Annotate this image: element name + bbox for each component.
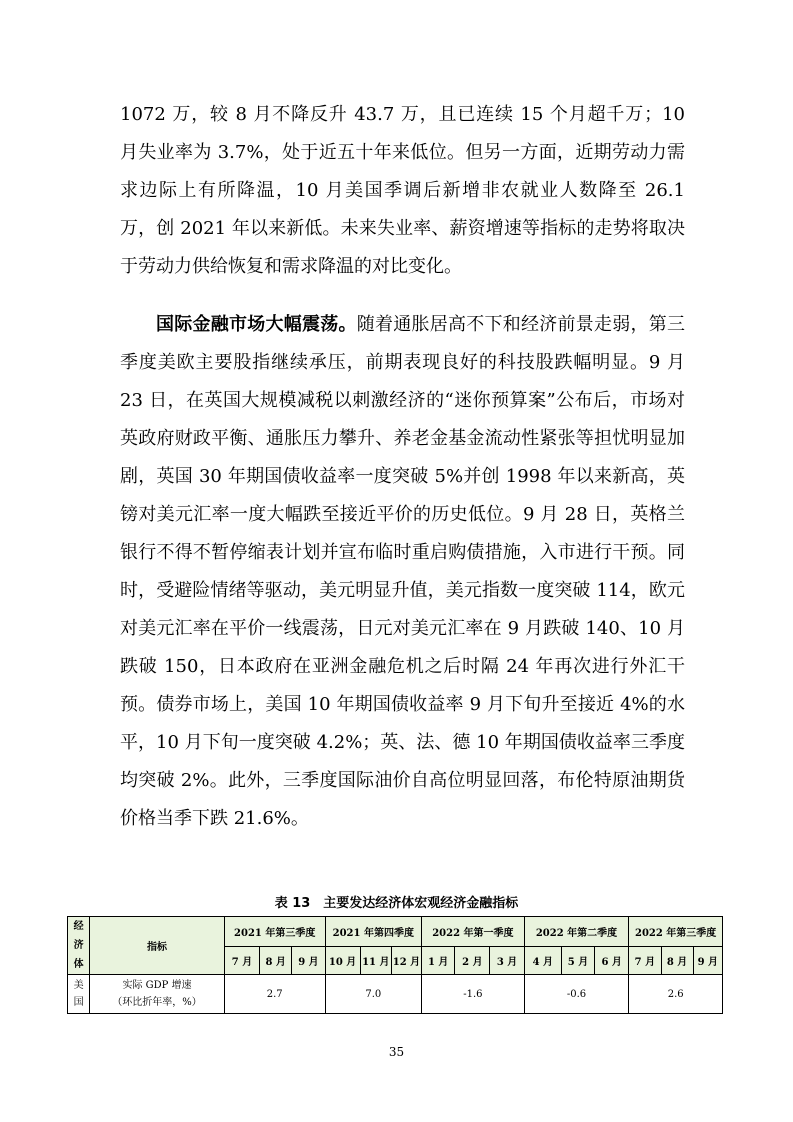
indicator-cell: 实际 GDP 增速 （环比折年率，%） <box>90 975 225 1014</box>
month-header: 9 月 <box>693 947 722 975</box>
macro-indicator-table <box>67 916 723 1014</box>
paragraph-lead-heading: 国际金融市场大幅震荡。 <box>156 314 357 335</box>
paragraph-financial-markets <box>120 306 685 838</box>
quarter-header: 2021 年第四季度 <box>325 917 422 947</box>
value-cell: 2.6 <box>629 975 723 1014</box>
month-header: 5 月 <box>561 947 594 975</box>
indicator-header: 指标 <box>90 917 225 975</box>
table-row <box>68 975 723 1014</box>
month-header: 2 月 <box>455 947 490 975</box>
paragraph-labor-market: 1072 万，较 8 月不降反升 43.7 万，且已连续 15 个月超千万；10 月失业率为 3.7%，处于近五十年来低位。但另一方面，近期劳动力需求边际上有所降温，10 月美国季调后新增非农就业人数降至 26.1 万，创 2021 年以来新低。未来失业率、薪资增速等指标的走势将取决于劳动力供给恢复和需求降温的对比变化。 <box>120 104 685 277</box>
value-cell: -1.6 <box>422 975 525 1014</box>
month-header: 1 月 <box>422 947 455 975</box>
economy-header: 经 济 体 <box>68 917 90 975</box>
page-number: 35 <box>388 1045 405 1059</box>
month-header: 10 月 <box>325 947 360 975</box>
month-header: 9 月 <box>292 947 325 975</box>
month-header: 3 月 <box>490 947 524 975</box>
table-caption: 表 13 主要发达经济体宏观经济金融指标 <box>274 896 519 911</box>
quarter-header: 2022 年第三季度 <box>629 917 723 947</box>
month-header: 7 月 <box>224 947 259 975</box>
month-header: 7 月 <box>629 947 661 975</box>
value-cell: -0.6 <box>524 975 629 1014</box>
quarter-header: 2021 年第三季度 <box>224 917 325 947</box>
paragraph-body: 随着通胀居高不下和经济前景走弱，第三季度美欧主要股指继续承压，前期表现良好的科技股跌幅明显。9 月 23 日，在英国大规模减税以刺激经济的“迷你预算案”公布后，市场对英政府财政平衡、通胀压力攀升、养老金基金流动性紧张等担忧明显加剧，英国 30 年期国债收益率一度突破 5%并创 1998 年以来新高，英镑对美元汇率一度大幅跌至接近平价的历史低位。9 月 28 日，英格兰银行不得不暂停缩表计划并宣布临时重启购债措施，入市进行干预。同时，受避险情绪等驱动，美元明显升值，美元指数一度突破 114，欧元对美元汇率在平价一线震荡，日元对美元汇率在 9 月跌破 140、10 月跌破 150，日本政府在亚洲金融危机之后时隔 24 年再次进行外汇干预。债券市场上，美国 10 年期国债收益率 9 月下旬升至接近 4%的水平，10 月下旬一度突破 4.2%；英、法、德 10 年期国债收益率三季度均突破 2%。此外，三季度国际油价自高位明显回落，布伦特原油期货价格当季下跌 21.6%。 <box>120 314 685 829</box>
month-header: 8 月 <box>260 947 292 975</box>
country-cell: 美 国 <box>68 975 90 1014</box>
month-header: 8 月 <box>661 947 693 975</box>
month-header: 12 月 <box>391 947 421 975</box>
value-cell: 7.0 <box>325 975 422 1014</box>
month-header: 6 月 <box>595 947 629 975</box>
month-header: 11 月 <box>360 947 391 975</box>
quarter-header: 2022 年第一季度 <box>422 917 525 947</box>
month-header: 4 月 <box>524 947 561 975</box>
value-cell: 2.7 <box>224 975 325 1014</box>
quarter-header: 2022 年第二季度 <box>524 917 629 947</box>
